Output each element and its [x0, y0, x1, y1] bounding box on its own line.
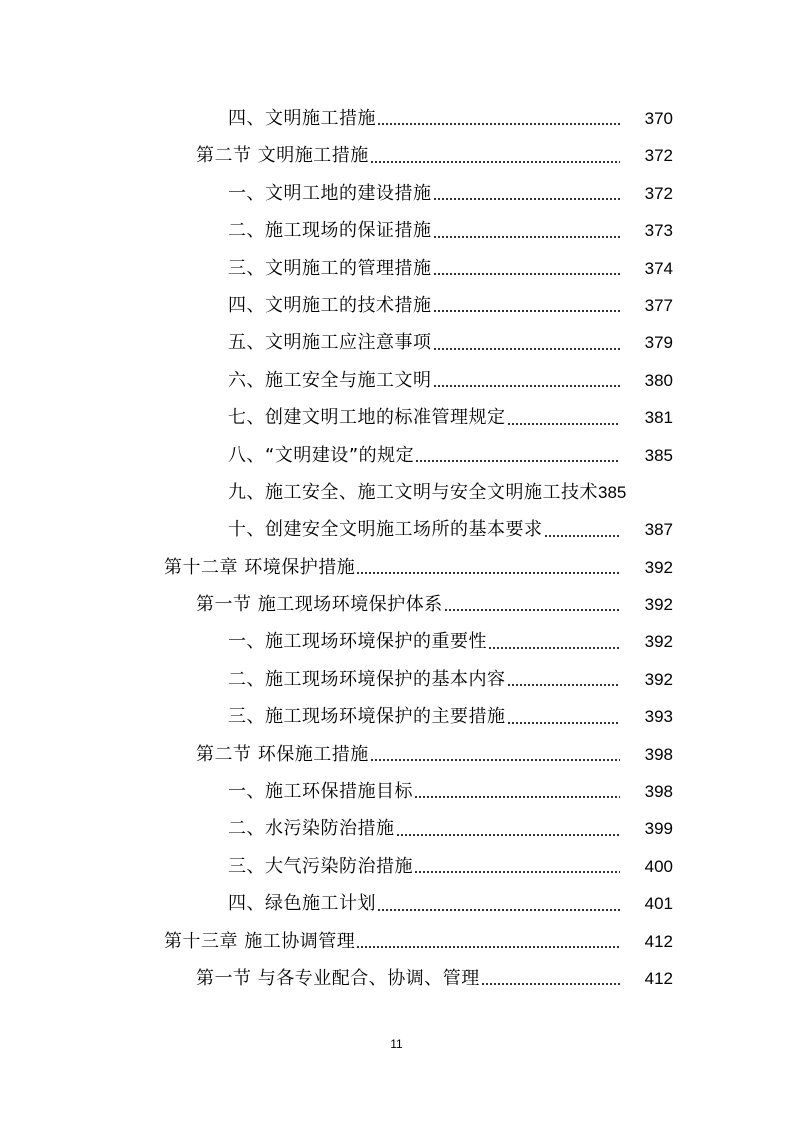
- toc-entry-title: 三、施工现场环境保护的主要措施: [228, 706, 506, 728]
- toc-entry-title: 四、文明施工的技术措施: [228, 294, 432, 316]
- toc-entry[interactable]: [0, 399, 793, 436]
- dot-leader: [444, 608, 620, 612]
- toc-entry-title: 二、水污染防治措施: [228, 818, 395, 840]
- toc-entry[interactable]: [0, 511, 793, 548]
- toc-entry-page: 379: [644, 333, 673, 353]
- toc-entry[interactable]: [0, 287, 793, 324]
- toc-entry[interactable]: [0, 586, 793, 623]
- toc-entry-title: 第一节 与各专业配合、协调、管理: [196, 967, 480, 989]
- toc-entry[interactable]: [0, 474, 793, 511]
- toc-entry-page: 399: [644, 819, 673, 839]
- toc-entry-page: 373: [644, 221, 673, 241]
- toc-entry-page: 374: [644, 258, 673, 278]
- toc-entry-title: 一、施工现场环境保护的重要性: [228, 631, 487, 653]
- dot-leader: [481, 982, 620, 986]
- dot-leader: [356, 571, 620, 575]
- toc-entry-title: 二、施工现场的保证措施: [228, 220, 432, 242]
- toc-entry[interactable]: [0, 137, 793, 174]
- toc-chapter-entry[interactable]: [0, 549, 793, 586]
- dot-leader: [415, 459, 620, 463]
- toc-entry[interactable]: [0, 810, 793, 847]
- toc-entry-title: 十、创建安全文明施工场所的基本要求: [228, 519, 543, 541]
- dot-leader: [370, 160, 620, 164]
- toc-entry-title: 六、施工安全与施工文明: [228, 369, 432, 391]
- toc-entry[interactable]: [0, 212, 793, 249]
- toc-entry-title: 第二节 文明施工措施: [196, 145, 369, 167]
- toc-entry-title: 九、施工安全、施工文明与安全文明施工技术: [228, 481, 598, 503]
- toc-entry[interactable]: [0, 661, 793, 698]
- toc-entry-title: 一、文明工地的建设措施: [228, 182, 432, 204]
- toc-entry-title: 第十二章 环境保护措施: [164, 556, 356, 578]
- toc-entry-page: 380: [644, 370, 673, 390]
- dot-leader: [544, 534, 621, 538]
- toc-entry[interactable]: [0, 960, 793, 997]
- toc-entry-page: 385: [644, 445, 673, 465]
- toc-entry-title: 二、施工现场环境保护的基本内容: [228, 668, 506, 690]
- toc-entry-title: 七、创建文明工地的标准管理规定: [228, 407, 506, 429]
- toc-entry[interactable]: [0, 362, 793, 399]
- dot-leader: [414, 795, 620, 799]
- toc-entry-page: 387: [644, 520, 673, 540]
- toc-entry-page: 392: [644, 557, 673, 577]
- toc-entry[interactable]: [0, 324, 793, 361]
- toc-entry-title: 一、施工环保措施目标: [228, 781, 413, 803]
- toc-entry-page: 412: [644, 931, 673, 951]
- toc-entry-title: 四、绿色施工计划: [228, 893, 376, 915]
- toc-entry-page: 377: [644, 295, 673, 315]
- toc-entry[interactable]: [0, 736, 793, 773]
- toc-entry-page: 392: [644, 595, 673, 615]
- toc-entry[interactable]: [0, 100, 793, 137]
- toc-entry-page: 400: [644, 856, 673, 876]
- toc-entry-title: 三、文明施工的管理措施: [228, 257, 432, 279]
- toc-entry-title: 五、文明施工应注意事项: [228, 332, 432, 354]
- dot-leader: [433, 309, 621, 313]
- toc-entry[interactable]: [0, 437, 793, 474]
- toc-entry-page: 392: [644, 669, 673, 689]
- dot-leader: [507, 422, 621, 426]
- toc-entry[interactable]: [0, 773, 793, 810]
- toc-entry[interactable]: [0, 848, 793, 885]
- dot-leader: [377, 122, 620, 126]
- dot-leader: [488, 646, 620, 650]
- dot-leader: [370, 758, 620, 762]
- toc-entry-title: 第十三章 施工协调管理: [164, 930, 356, 952]
- toc-entry[interactable]: [0, 250, 793, 287]
- toc-entry-title: 八、“文明建设”的规定: [228, 444, 415, 466]
- dot-leader: [433, 347, 621, 351]
- toc-entry-title: 第二节 环保施工措施: [196, 743, 369, 765]
- toc-entry-page: 370: [644, 109, 673, 128]
- toc-entry[interactable]: [0, 885, 793, 922]
- toc-entry-title: 三、大气污染防治措施: [228, 855, 413, 877]
- toc-entry-page: 393: [644, 707, 673, 727]
- dot-leader: [433, 272, 621, 276]
- toc-entry-title: 第一节 施工现场环境保护体系: [196, 594, 443, 616]
- toc-entry-page: 392: [644, 632, 673, 652]
- toc-entry[interactable]: [0, 623, 793, 660]
- dot-leader: [507, 721, 621, 725]
- toc-entry[interactable]: [0, 698, 793, 735]
- toc-chapter-entry[interactable]: [0, 923, 793, 960]
- toc-entry-page: 398: [644, 744, 673, 764]
- toc-entry-page: 381: [644, 408, 673, 428]
- dot-leader: [356, 945, 620, 949]
- toc-entry-page: 398: [644, 782, 673, 802]
- dot-leader: [433, 235, 621, 239]
- toc-entry-page: 372: [644, 146, 673, 166]
- dot-leader: [414, 870, 620, 874]
- toc-entry-page: 372: [644, 183, 673, 203]
- table-of-contents: [0, 100, 793, 997]
- toc-entry[interactable]: [0, 175, 793, 212]
- toc-entry-page: 412: [644, 968, 673, 988]
- dot-leader: [433, 197, 621, 201]
- dot-leader: [507, 683, 621, 687]
- toc-entry-title: 四、文明施工措施: [228, 108, 376, 129]
- dot-leader: [433, 384, 621, 388]
- dot-leader: [396, 833, 621, 837]
- toc-entry-page: 401: [644, 894, 673, 914]
- dot-leader: [377, 908, 620, 912]
- page-number: 11: [390, 1037, 403, 1051]
- toc-entry-page: 385: [598, 482, 627, 502]
